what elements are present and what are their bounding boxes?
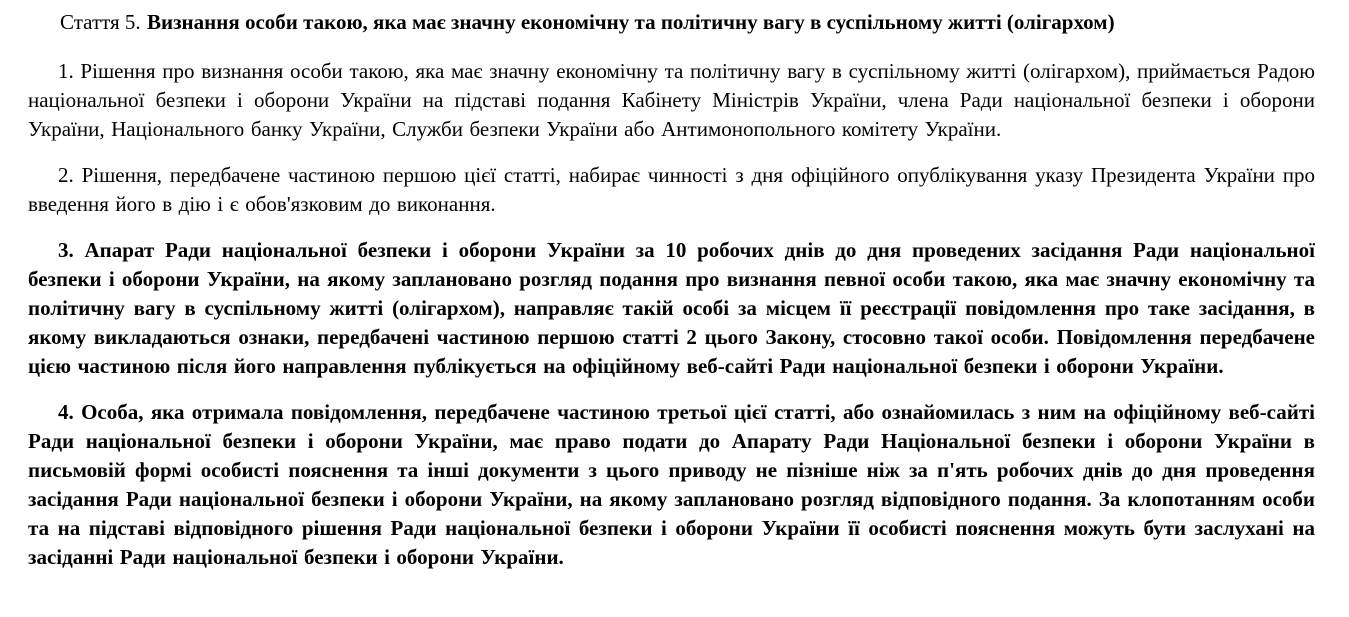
paragraph-3: 3. Апарат Ради національної безпеки і оборони України за 10 робочих днів до дня проведених засідання Ради національної безпеки і оборони України, на якому заплановано розгляд подання про визнання певної особи такою, яка має значну економічну та політичну вагу в суспільному житті (олігархом), направляє такій особі за місцем її реєстрації повідомлення про таке засідання, в якому викладаються ознаки, передбачені частиною першою статті 2 цього Закону, стосовно такої особи. Повідомлення передбачене цією частиною після його направлення публікується на офіційному веб-сайті Ради національної безпеки і оборони України. <box>28 238 1315 378</box>
article-number-label: Стаття 5. <box>60 10 141 34</box>
article-title-text: Визнання особи такою, яка має значну економічну та політичну вагу в суспільному житті (олігархом) <box>146 10 1115 34</box>
article-heading <box>28 8 1315 37</box>
paragraph-1: 1. Рішення про визнання особи такою, яка має значну економічну та політичну вагу в суспільному житті (олігархом), приймається Радою національної безпеки і оборони України на підставі подання Кабінету Міністрів України, члена Ради національної безпеки і оборони України, Національного банку України, Служби безпеки України або Антимонопольного комітету України. <box>28 59 1315 141</box>
paragraph-2: 2. Рішення, передбачене частиною першою цієї статті, набирає чинності з дня офіційного опублікування указу Президента України про введення його в дію і є обов'язковим до виконання. <box>28 163 1315 216</box>
paragraph-4: 4. Особа, яка отримала повідомлення, передбачене частиною третьої цієї статті, або ознайомилась з ним на офіційному веб-сайті Ради національної безпеки і оборони України, має право подати до Апарату Ради Національної безпеки і оборони України в письмовій формі особисті пояснення та інші документи з цього приводу не пізніше ніж за п'ять робочих днів до дня проведення засідання Ради національної безпеки і оборони України, на якому заплановано розгляд відповідного подання. За клопотанням особи та на підставі відповідного рішення Ради національної безпеки і оборони України її особисті пояснення можуть бути заслухані на засіданні Ради національної безпеки і оборони України. <box>28 400 1315 569</box>
